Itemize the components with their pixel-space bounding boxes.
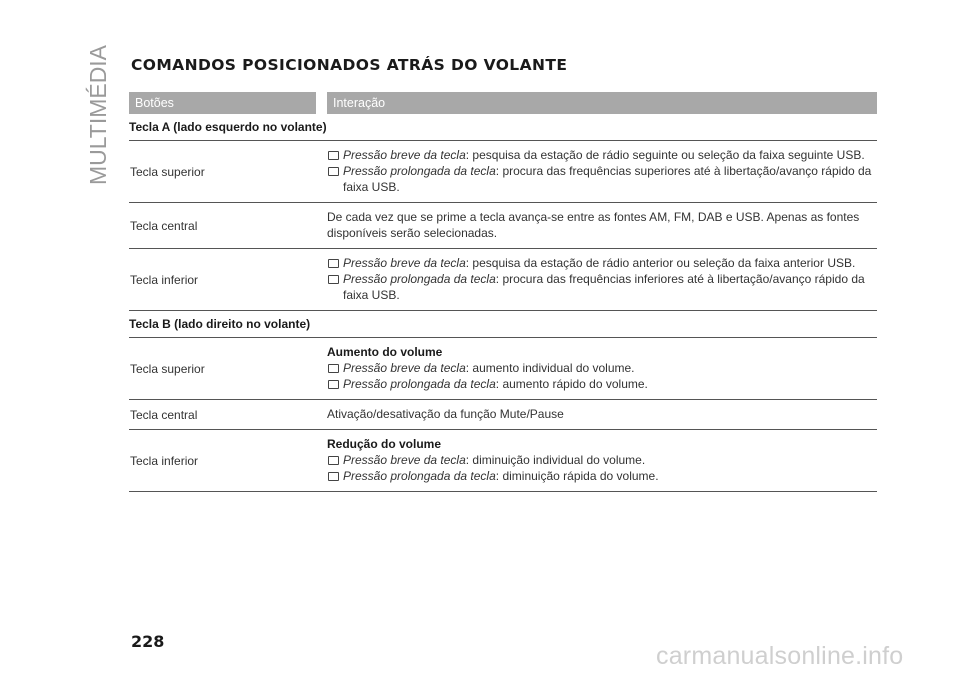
bullet-body: : pesquisa da estação de rádio anterior ou seleção da faixa anterior USB. [465,256,856,270]
header-interaction: Interação [327,92,877,114]
header-buttons: Botões [129,92,316,114]
checkbox-bullet-icon [328,472,339,481]
row-description [327,400,877,429]
row-description [327,203,877,248]
bullet-emphasis: Pressão breve da tecla [343,256,466,270]
checkbox-bullet-icon [328,380,339,389]
row-subtitle: Aumento do volume [327,345,443,359]
bullet-body: : diminuição individual do volume. [465,453,646,467]
bullet-item [327,468,877,484]
bullet-text [343,271,877,303]
table-header [129,92,877,114]
bullet-text [343,376,648,392]
row-description [327,141,877,202]
bullet-emphasis: Pressão prolongada da tecla [343,164,496,178]
controls-table [129,92,877,492]
bullet-text [343,360,635,376]
checkbox-bullet-icon [328,456,339,465]
checkbox-bullet-icon [328,259,339,268]
table-row [129,203,877,249]
bullet-emphasis: Pressão breve da tecla [343,361,466,375]
row-label: Tecla inferior [130,272,199,287]
bullet-body: : aumento individual do volume. [465,361,635,375]
row-label: Tecla inferior [130,453,199,468]
checkbox-bullet-icon [328,167,339,176]
row-description [327,430,877,491]
bullet-text [343,468,659,484]
checkbox-bullet-icon [328,364,339,373]
bullet-item [327,360,877,376]
row-label: Tecla central [130,407,198,422]
bullet-item [327,255,877,271]
bullet-text [343,452,645,468]
watermark: carmanualsonline.info [656,642,904,670]
page-number: 228 [131,632,165,651]
checkbox-bullet-icon [328,275,339,284]
bullet-item [327,376,877,392]
bullet-emphasis: Pressão prolongada da tecla [343,377,496,391]
bullet-emphasis: Pressão prolongada da tecla [343,272,496,286]
table-row [129,430,877,492]
bullet-body: : procura das frequências inferiores até à libertação/avanço rápido da faixa USB. [343,272,865,302]
header-gap [316,92,327,114]
row-label: Tecla superior [130,361,205,376]
checkbox-bullet-icon [328,151,339,160]
table-row [129,400,877,430]
bullet-emphasis: Pressão breve da tecla [343,148,466,162]
table-row [129,249,877,311]
row-description [327,249,877,310]
bullet-item [327,452,877,468]
bullet-body: : aumento rápido do volume. [495,377,648,391]
section-side-label [84,44,114,186]
bullet-item [327,163,877,195]
bullet-item [327,147,877,163]
bullet-item [327,271,877,303]
group-heading: Tecla A (lado esquerdo no volante) [129,114,877,141]
bullet-text [343,255,855,271]
bullet-body: : procura das frequências superiores até à libertação/avanço rápido da faixa USB. [343,164,872,194]
bullet-text [343,147,865,163]
bullet-emphasis: Pressão prolongada da tecla [343,469,496,483]
row-description [327,338,877,399]
bullet-text [343,163,877,195]
row-subtitle: Redução do volume [327,437,442,451]
table-row [129,338,877,400]
group-heading: Tecla B (lado direito no volante) [129,311,877,338]
bullet-body: : pesquisa da estação de rádio seguinte ou seleção da faixa seguinte USB. [465,148,865,162]
row-label: Tecla central [130,218,198,233]
page-title: COMANDOS POSICIONADOS ATRÁS DO VOLANTE [131,56,568,74]
row-label: Tecla superior [130,164,205,179]
section-side-label-text: MULTIMÉDIA [85,44,111,185]
row-text: Ativação/desativação da função Mute/Pause [327,407,564,421]
bullet-body: : diminuição rápida do volume. [495,469,659,483]
row-text: De cada vez que se prime a tecla avança-se entre as fontes AM, FM, DAB e USB. Apenas as fontes disponíveis serão selecionadas. [327,210,860,240]
bullet-emphasis: Pressão breve da tecla [343,453,466,467]
table-row [129,141,877,203]
table-body [129,114,877,492]
